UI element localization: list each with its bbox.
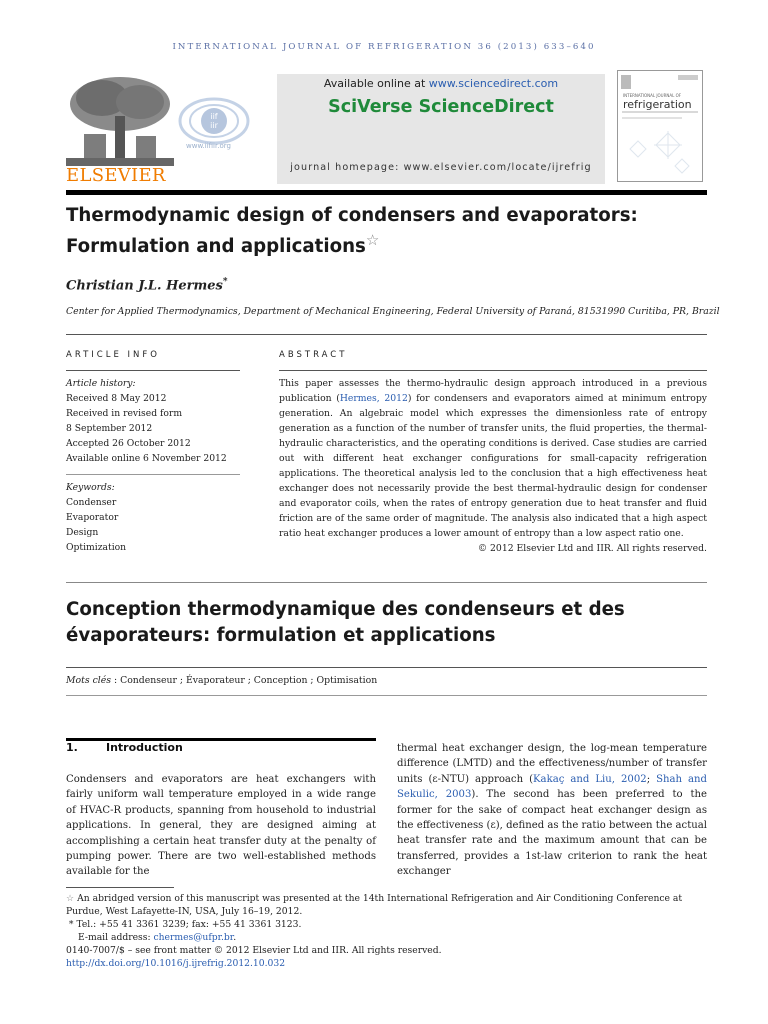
mots-cles-label: Mots clés (66, 675, 112, 686)
abstract-bottom-rule (66, 582, 707, 583)
history-revised: Received in revised form (66, 408, 183, 419)
intro-right-part-a: thermal heat exchanger design, the log-mean temperature difference (LMTD) and the effectiveness/number of transfer units (ε-NTU) approach ( (397, 743, 707, 785)
abstract-part-b: ) for condensers and evaporators aimed at minimum entropy generation. An algebraic model which expresses the dimensionless rate of entropy generation as a function of the number of transfer units, the fluid properties, the thermal-hydraulic characteristics, and the operating conditions is derived. Case studies are carried out with different heat exchanger configurations for small-capacity refrigeration applications. The theoretical analysis led to the conclusion that a high effectiveness heat exchanger does not necessarily provide the best thermal-hydraulic design for condenser and evaporator coils, when the rates of entropy generation due to heat transfer and fluid friction are of the same order of magnitude. The analysis also indicated that a high aspect ratio heat exchanger produces a lower amount of entropy than a low aspect ratio one. (279, 393, 707, 539)
footnote-star-icon: ☆ (66, 893, 75, 904)
svg-text:iif: iif (210, 112, 218, 121)
journal-cover-thumbnail (617, 70, 703, 182)
article-info-rule (66, 370, 240, 371)
section-heading-introduction (66, 741, 183, 754)
doi-link[interactable]: http://dx.doi.org/10.1016/j.ijrefrig.2012.10.032 (66, 958, 286, 969)
affiliation-rule (66, 334, 707, 335)
author-name: Christian J.L. Hermes (66, 278, 223, 294)
intro-right-part-b: ). The second has been preferred to the former for the sake of compact heat exchanger design as the effectiveness (ε), defined as the ratio between the actual heat transfer rate and the maximum amount that can be transferred, provides a 1st-law criterion to rank the heat exchanger (397, 789, 707, 878)
article-info-heading: ARTICLE INFO (66, 350, 160, 360)
mots-cles (66, 675, 377, 686)
iifiir-url[interactable]: www.iifiir.org (186, 142, 231, 150)
intro-right-column (397, 741, 707, 880)
email-label: E-mail address: (78, 932, 154, 943)
email-period: . (233, 932, 237, 943)
journal-citation-line: INTERNATIONAL JOURNAL OF REFRIGERATION 36 (2013) 633–640 (172, 42, 596, 52)
footnotes (66, 892, 716, 970)
header-rule (66, 190, 707, 195)
french-title (66, 597, 726, 649)
french-title-line-1: Conception thermodynamique des condenseurs et des (66, 599, 625, 620)
citation-kakac-liu-2002[interactable]: Kakaç and Liu, 2002 (533, 773, 647, 785)
issn-line: 0140-7007/$ – see front matter © 2012 Elsevier Ltd and IIR. All rights reserved. (66, 945, 442, 956)
footnote-author-mark: * (68, 919, 74, 930)
history-online: Available online 6 November 2012 (66, 453, 227, 464)
cover-small-text: INTERNATIONAL JOURNAL OF (623, 93, 682, 98)
citation-separator: ; (646, 773, 657, 785)
corresponding-author-mark[interactable]: * (222, 277, 228, 287)
title-line-1: Thermodynamic design of condensers and evaporators: (66, 205, 638, 226)
abstract-part-a: This paper assesses the thermo-hydraulic design approach introduced in a previous publication ( (279, 378, 707, 404)
footnote-email (66, 931, 716, 944)
abstract-rule (279, 370, 707, 371)
section-number: 1. (66, 741, 78, 754)
cover-title: refrigeration (623, 98, 692, 111)
mots-cles-values: : Condenseur ; Évaporateur ; Conception ; Optimisation (111, 675, 378, 686)
citation-shah-sekulic-2003[interactable]: Shah and Sekulic, 2003 (397, 773, 708, 801)
footnote-star-text: An abridged version of this manuscript was presented at the 14th International Refrigeration and Air Conditioning Conference at Purdue, West Lafayette-IN, USA, July 16–19, 2012. (66, 893, 683, 917)
french-title-line-2: évaporateurs: formulation et applications (66, 625, 496, 646)
keyword: Evaporator (66, 512, 119, 523)
email-link[interactable]: chermes@ufpr.br (153, 932, 234, 943)
sciverse-sciencedirect-logo: SciVerse ScienceDirect (328, 97, 554, 117)
elsevier-wordmark: ELSEVIER (66, 165, 166, 186)
affiliation: Center for Applied Thermodynamics, Department of Mechanical Engineering, Federal University of Paraná, 81531990 Curitiba, PR, Brazil (66, 306, 720, 317)
sciencedirect-link[interactable]: www.sciencedirect.com (428, 77, 559, 90)
french-title-rule (66, 667, 707, 668)
footnote-tel (66, 918, 716, 931)
mots-cles-rule (66, 695, 707, 696)
abstract-text (279, 376, 707, 556)
footnote-star (66, 892, 716, 918)
section-title: Introduction (106, 741, 183, 754)
keyword: Design (66, 527, 99, 538)
paper-title (66, 203, 726, 259)
title-star-icon[interactable]: ☆ (365, 231, 380, 249)
keyword: Condenser (66, 497, 117, 508)
keywords (66, 480, 240, 555)
keyword: Optimization (66, 542, 127, 553)
available-online (277, 77, 605, 90)
citation-hermes-2012[interactable]: Hermes, 2012 (339, 393, 408, 404)
history-revised-date: 8 September 2012 (66, 423, 153, 434)
history-label: Article history: (66, 378, 136, 389)
article-history (66, 376, 240, 466)
keywords-rule (66, 474, 240, 475)
intro-left-column: Condensers and evaporators are heat exchangers with fairly uniform wall temperature employed in a wide range of HVAC-R products, spanning from household to industrial applications. In general, they are designed aiming at accomplishing a certain heat transfer duty at the penalty of pumping power. There are two well-established methods available for the (66, 774, 376, 878)
history-received: Received 8 May 2012 (66, 393, 167, 404)
svg-text:iir: iir (210, 121, 218, 130)
keywords-label: Keywords: (66, 482, 115, 493)
history-accepted: Accepted 26 October 2012 (66, 438, 191, 449)
abstract-heading: ABSTRACT (279, 350, 348, 360)
journal-homepage[interactable]: journal homepage: www.elsevier.com/locate/ijrefrig (290, 162, 592, 173)
title-line-2: Formulation and applications (66, 236, 366, 258)
footnote-tel-text: Tel.: +55 41 3361 3239; fax: +55 41 3361 3123. (76, 919, 302, 930)
author (66, 277, 228, 293)
abstract-copyright: © 2012 Elsevier Ltd and IIR. All rights reserved. (477, 543, 707, 554)
available-prefix: Available online at (323, 77, 429, 90)
footnote-rule (66, 887, 174, 888)
